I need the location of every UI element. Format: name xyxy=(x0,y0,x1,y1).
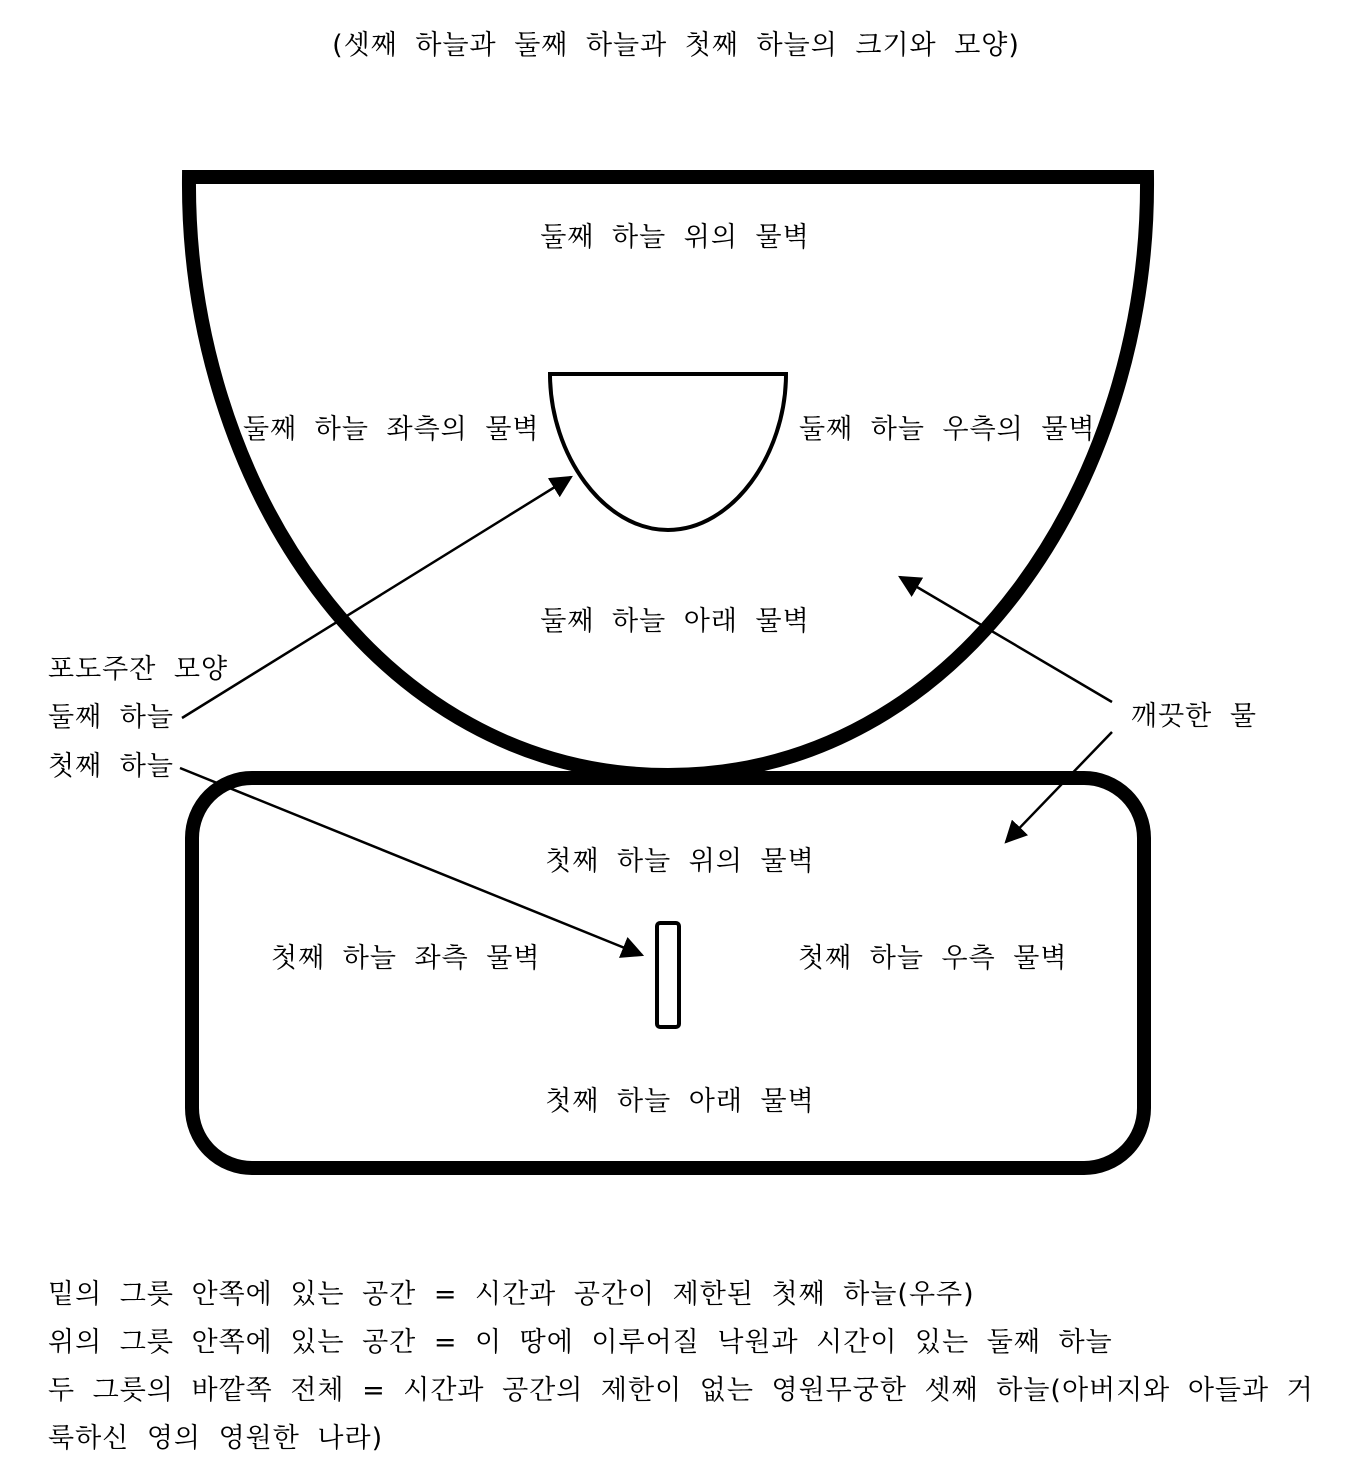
arrow-clean-water-lower xyxy=(1006,732,1112,842)
first-heaven-bottom-label: 첫째 하늘 아래 물벽 xyxy=(545,1086,815,1117)
first-heaven-top-label: 첫째 하늘 위의 물벽 xyxy=(545,846,815,877)
goblet-shape-callout: 포도주잔 모양 xyxy=(48,654,229,685)
second-heaven-left-label: 둘째 하늘 좌측의 물벽 xyxy=(243,414,540,445)
second-heaven-top-label: 둘째 하늘 위의 물벽 xyxy=(540,222,810,253)
second-heaven-bottom-label: 둘째 하늘 아래 물벽 xyxy=(540,606,810,637)
first-heaven-right-label: 첫째 하늘 우측 물벽 xyxy=(798,943,1068,974)
first-heaven-shape xyxy=(657,923,679,1027)
first-heaven-left-label: 첫째 하늘 좌측 물벽 xyxy=(271,943,541,974)
note-second-heaven: 위의 그릇 안쪽에 있는 공간 = 이 땅에 이루어질 낙원과 시간이 있는 둘째 하늘 xyxy=(48,1327,1113,1358)
clean-water-callout: 깨끗한 물 xyxy=(1131,701,1257,732)
first-heaven-callout: 첫째 하늘 xyxy=(48,751,174,782)
upper-bowl-shape xyxy=(189,177,1147,775)
note-third-heaven-cont: 룩하신 영의 영원한 나라) xyxy=(48,1423,384,1454)
arrow-second-heaven xyxy=(182,477,571,718)
second-heaven-right-label: 둘째 하늘 우측의 물벽 xyxy=(799,414,1096,445)
diagram-title: (셋째 하늘과 둘째 하늘과 첫째 하늘의 크기와 모양) xyxy=(332,30,1020,61)
note-first-heaven: 밑의 그릇 안쪽에 있는 공간 = 시간과 공간이 제한된 첫째 하늘(우주) xyxy=(48,1279,975,1310)
second-heaven-shape xyxy=(550,374,786,530)
second-heaven-callout: 둘째 하늘 xyxy=(48,702,174,733)
note-third-heaven: 두 그릇의 바깥쪽 전체 = 시간과 공간의 제한이 없는 영원무궁한 셋째 하늘(아버지와 아들과 거 xyxy=(48,1375,1314,1406)
